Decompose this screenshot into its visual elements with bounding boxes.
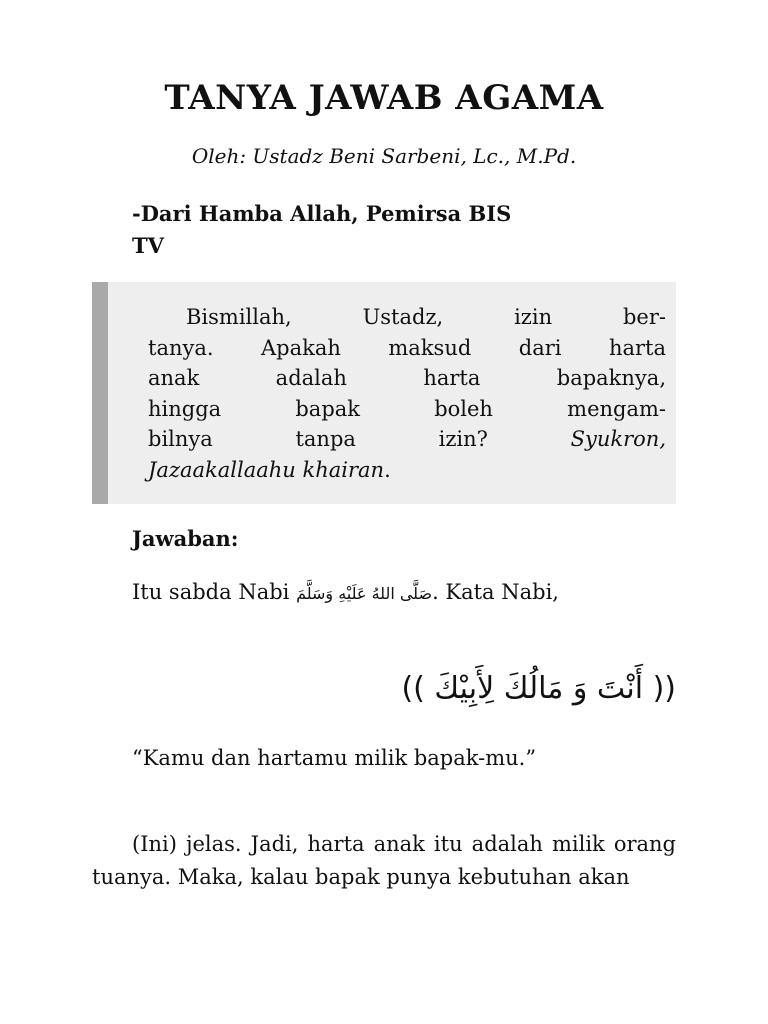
question-line-2: tanya. Apakah maksud dari harta xyxy=(148,335,666,360)
question-end: . xyxy=(384,457,391,482)
hadith-translation: “Kamu dan hartamu milik bapak-mu.” xyxy=(132,746,537,770)
answer-paragraph-1 xyxy=(92,576,676,610)
sender-line-1: -Dari Hamba Allah, Pemirsa BIS xyxy=(132,201,512,226)
para1-text-b: . Kata Nabi, xyxy=(432,580,559,604)
question-text xyxy=(148,302,666,485)
answer-paragraph-2 xyxy=(92,828,676,894)
question-line-4: hingga bapak boleh mengam- xyxy=(148,396,666,421)
sender-line-2: TV xyxy=(132,233,164,258)
honorific-arabic: صَلَّى اللهُ عَلَيْهِ وَسَلَّمَ xyxy=(296,584,433,603)
question-line-1: Bismillah, Ustadz, izin ber- xyxy=(186,305,666,329)
para1-text-a: Itu sabda Nabi xyxy=(132,580,290,604)
page-title: TANYA JAWAB AGAMA xyxy=(164,78,604,118)
question-sender xyxy=(132,198,652,262)
question-line-3: anak adalah harta bapaknya, xyxy=(148,366,666,390)
answer-heading: Jawaban: xyxy=(132,526,239,551)
question-line-5: bilnya tanpa izin? xyxy=(148,427,488,451)
author-line: Oleh: Ustadz Beni Sarbeni, Lc., M.Pd. xyxy=(191,144,577,168)
para2-text: (Ini) jelas. Jadi, harta anak itu adalah milik orang tuanya. Maka, kalau bapak punya kebutuhan akan xyxy=(92,832,676,889)
question-line-6-italic: Jazaakallaahu khairan xyxy=(148,457,385,482)
question-quote-box xyxy=(92,282,676,504)
question-line-5-italic: Syukron, xyxy=(570,427,666,451)
hadith-arabic: (( أَنْتَ وَ مَالُكَ لِأَبِيْكَ )) xyxy=(401,671,676,706)
